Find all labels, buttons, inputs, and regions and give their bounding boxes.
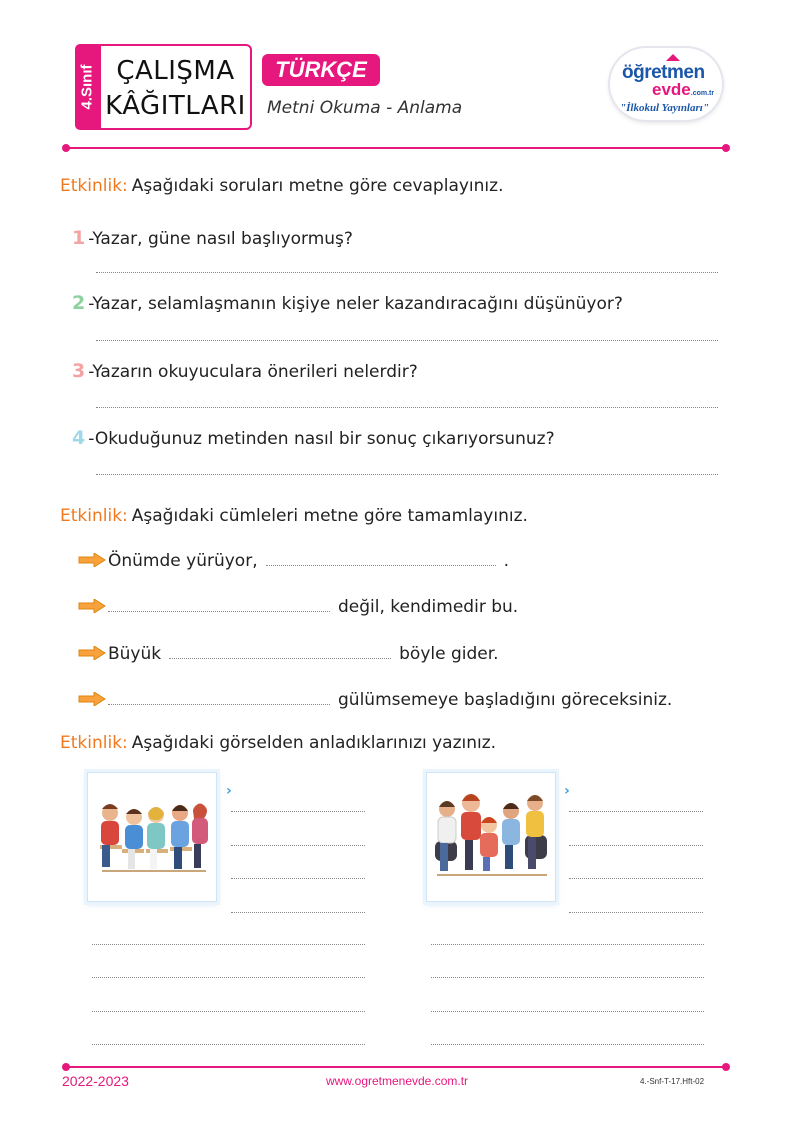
worksheet-title-box — [99, 44, 252, 130]
arrow-right-icon — [78, 692, 106, 706]
logo-text-bottom — [652, 80, 714, 100]
completion-text-after: . — [503, 551, 510, 571]
logo-slogan: "İlkokul Yayınları" — [620, 102, 709, 114]
question-dash: - — [88, 362, 93, 382]
left-writing-line-4[interactable] — [92, 1044, 365, 1045]
picture-1-line-1[interactable] — [231, 811, 365, 812]
section-instruction: Aşağıdaki soruları metne göre cevaplayınız. — [131, 176, 504, 196]
completion-1 — [78, 551, 509, 571]
question-dash: - — [88, 429, 95, 449]
section-2-title — [60, 506, 528, 526]
completion-blank[interactable] — [266, 554, 496, 566]
logo-text-top: öğretmen — [622, 62, 705, 83]
question-text: Okuduğunuz metinden nasıl bir sonuç çıkarıyorsunuz? — [94, 429, 555, 449]
completion-3 — [78, 644, 499, 664]
picture-1-line-2[interactable] — [231, 845, 365, 846]
right-writing-line-3[interactable] — [431, 1011, 704, 1012]
footer-document-code: 4.-Snf-T-17.Hft-02 — [640, 1077, 705, 1086]
completion-blank[interactable] — [169, 647, 391, 659]
right-writing-line-2[interactable] — [431, 977, 704, 978]
question-number: 4 — [72, 427, 86, 449]
group-of-people-comforting-icon — [427, 773, 555, 901]
completion-text-after: değil, kendimedir bu. — [338, 597, 519, 617]
section-1-title — [60, 176, 503, 196]
bullet-icon: › — [564, 783, 570, 799]
left-writing-line-3[interactable] — [92, 1011, 365, 1012]
arrow-right-icon — [78, 599, 106, 613]
divider-dot-right — [722, 1063, 730, 1071]
group-of-children-sitting-icon — [88, 773, 216, 901]
left-writing-line-2[interactable] — [92, 977, 365, 978]
topic-title: Metni Okuma - Anlama — [267, 98, 463, 118]
publisher-logo — [600, 42, 730, 132]
question-text: Yazarın okuyuculara önerileri nelerdir? — [92, 362, 418, 382]
subject-badge: TÜRKÇE — [262, 54, 380, 86]
picture-frame-2 — [426, 772, 556, 902]
question-number: 1 — [72, 227, 86, 249]
question-number: 3 — [72, 360, 86, 382]
completion-blank[interactable] — [108, 600, 330, 612]
section-label: Etkinlik: — [60, 176, 128, 196]
answer-line-2[interactable] — [96, 340, 718, 341]
completion-text-before: Büyük — [108, 644, 162, 664]
section-label: Etkinlik: — [60, 733, 128, 753]
logo-tld: .com.tr — [690, 90, 715, 97]
completion-2 — [78, 597, 518, 617]
completion-4 — [78, 690, 672, 710]
completion-text-after: gülümsemeye başladığını göreceksiniz. — [338, 690, 673, 710]
right-writing-line-1[interactable] — [431, 944, 704, 945]
picture-2-line-4[interactable] — [569, 912, 703, 913]
left-writing-line-1[interactable] — [92, 944, 365, 945]
header-divider — [66, 147, 726, 149]
question-number: 2 — [72, 292, 86, 314]
grade-label: 4.Sınıf — [78, 64, 96, 110]
question-dash: - — [88, 294, 93, 314]
answer-line-1[interactable] — [96, 272, 718, 273]
completion-text-after: böyle gider. — [399, 644, 499, 664]
divider-dot-right — [722, 144, 730, 152]
picture-frame-1 — [87, 772, 217, 902]
picture-2-line-3[interactable] — [569, 878, 703, 879]
footer-divider — [66, 1066, 726, 1068]
picture-2-line-2[interactable] — [569, 845, 703, 846]
section-instruction: Aşağıdaki cümleleri metne göre tamamlayınız. — [131, 506, 528, 526]
section-instruction: Aşağıdaki görselden anladıklarınızı yazınız. — [131, 733, 497, 753]
grade-tab — [75, 44, 99, 130]
bullet-icon: › — [226, 783, 232, 799]
question-dash: - — [88, 229, 93, 249]
footer-website-link[interactable]: www.ogretmenevde.com.tr — [325, 1074, 469, 1088]
question-2 — [72, 292, 623, 314]
footer-year: 2022-2023 — [62, 1073, 129, 1089]
divider-dot-left — [62, 144, 70, 152]
picture-2-line-1[interactable] — [569, 811, 703, 812]
picture-1-line-3[interactable] — [231, 878, 365, 879]
house-roof-icon — [666, 54, 680, 61]
question-text: Yazar, selamlaşmanın kişiye neler kazandıracağını düşünüyor? — [92, 294, 623, 314]
picture-1-line-4[interactable] — [231, 912, 365, 913]
question-4 — [72, 427, 555, 449]
answer-line-4[interactable] — [96, 474, 718, 475]
answer-line-3[interactable] — [96, 407, 718, 408]
section-3-title — [60, 733, 496, 753]
arrow-right-icon — [78, 553, 106, 567]
question-text: Yazar, güne nasıl başlıyormuş? — [92, 229, 353, 249]
title-line-1: ÇALIŞMA — [116, 56, 235, 86]
logo-word-evde: evde — [652, 80, 691, 99]
question-1 — [72, 227, 353, 249]
question-3 — [72, 360, 418, 382]
arrow-right-icon — [78, 646, 106, 660]
right-writing-line-4[interactable] — [431, 1044, 704, 1045]
section-label: Etkinlik: — [60, 506, 128, 526]
title-line-2: KÂĞITLARI — [105, 91, 246, 121]
completion-text-before: Önümde yürüyor, — [108, 551, 258, 571]
completion-blank[interactable] — [108, 693, 330, 705]
divider-dot-left — [62, 1063, 70, 1071]
